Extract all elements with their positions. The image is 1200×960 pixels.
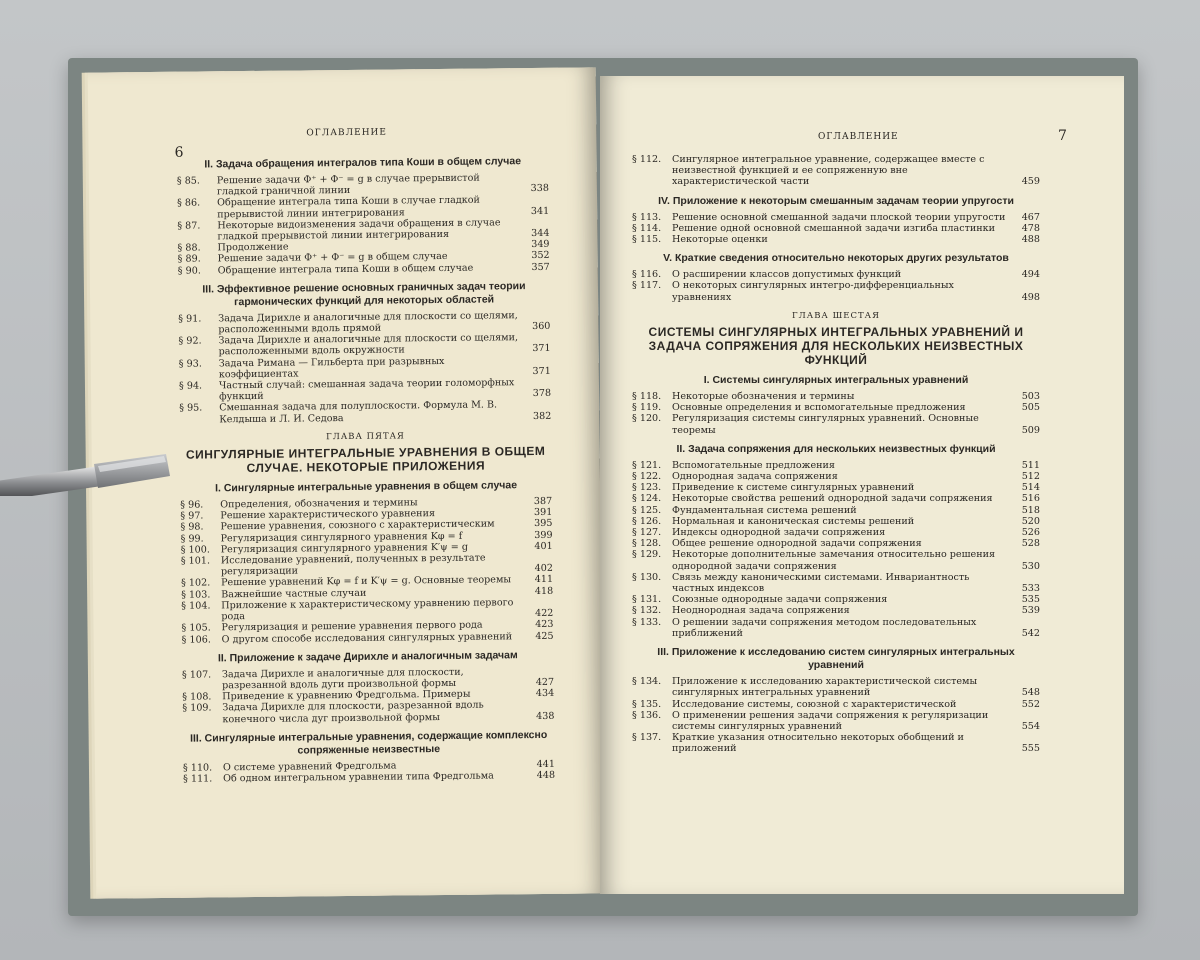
toc-entry-number: § 85. <box>176 175 200 187</box>
toc-entry-title: Регуляризация системы сингулярных уравнений. Основные теоремы <box>672 413 979 436</box>
toc-entry-page: 488 <box>1021 234 1040 246</box>
section-title: II. Задача сопряжения для нескольких неизвестных функций <box>676 442 996 455</box>
toc-entry <box>632 280 1040 302</box>
toc-entry-page: 511 <box>1021 459 1040 471</box>
chapter-label: ГЛАВА ШЕСТАЯ <box>792 310 880 321</box>
toc-entry-page: 509 <box>1021 424 1040 436</box>
toc-entry-page: 494 <box>1021 269 1040 281</box>
toc-entry-page: 371 <box>532 343 551 355</box>
toc-entry-number: § 107. <box>181 669 212 681</box>
toc-entry-page: 520 <box>1021 515 1040 527</box>
toc-entry-title: Регуляризация сингулярного уравнения K′ψ = g <box>220 541 469 556</box>
toc-entry-title: Фундаментальная система решений <box>672 504 857 516</box>
toc-entry-title: Нормальная и каноническая системы решений <box>672 515 915 527</box>
toc-entry-title: Некоторые видоизменения задачи обращения в случае гладкой прерывистой линии интегрирования <box>217 217 501 243</box>
toc-entry-title: Решение задачи Φ⁺ + Φ⁻ = g в общем случае <box>217 251 448 265</box>
toc-entry-title: Задача Дирихле и аналогичные для плоскости, разрезанной вдоль дуги произвольной формы <box>221 666 464 692</box>
toc-entry-number: § 96. <box>180 499 204 511</box>
toc-entry <box>632 710 1040 732</box>
toc-entry-page: 341 <box>530 205 550 217</box>
toc-entry-number: § 128. <box>632 538 662 550</box>
section-title: II. Задача обращения интегралов типа Коши в общем случае <box>204 155 522 171</box>
toc-entry-number: § 114. <box>632 222 662 234</box>
toc-entry-title: О системе уравнений Фредгольма <box>222 760 397 774</box>
toc-entry-page: 516 <box>1021 493 1040 505</box>
toc-entry <box>632 493 1040 504</box>
toc-entry-title: Приведение к уравнению Фредгольма. Примеры <box>222 688 471 703</box>
toc-entry-number: § 129. <box>632 549 662 561</box>
toc-entry-number: § 125. <box>632 504 662 516</box>
toc-entry <box>632 482 1040 493</box>
toc-entry-number: § 108. <box>182 691 212 703</box>
toc-entry <box>632 605 1040 616</box>
toc-entry <box>632 234 1040 245</box>
chapter-title: СИСТЕМЫ СИНГУЛЯРНЫХ ИНТЕГРАЛЬНЫХ УРАВНЕНИЙ И ЗАДАЧА СОПРЯЖЕНИЯ ДЛЯ НЕСКОЛЬКИХ НЕИЗВЕСТНЫХ ФУНКЦИЙ <box>648 325 1024 368</box>
toc-entry-title: Связь между каноническими системами. Инвариантность частных индексов <box>672 571 970 595</box>
toc-entry-title: Регуляризация и решение уравнения первого рода <box>221 619 483 634</box>
toc-entry-title: Обращение интеграла типа Коши в общем случае <box>217 262 474 276</box>
toc-entry-number: § 119. <box>632 402 662 414</box>
toc-entry-number: § 130. <box>632 571 662 583</box>
toc-entry-number: § 131. <box>632 594 662 606</box>
toc-entry-page: 552 <box>1021 698 1040 710</box>
toc-entry-number: § 101. <box>180 555 211 567</box>
toc-entry-title: Решение характеристического уравнения <box>220 508 436 522</box>
chapter-title: СИНГУЛЯРНЫЕ ИНТЕГРАЛЬНЫЕ УРАВНЕНИЯ В ОБЩЕМ СЛУЧАЕ. НЕКОТОРЫЕ ПРИЛОЖЕНИЯ <box>185 443 546 476</box>
toc-entry-page: 360 <box>532 320 551 333</box>
toc-entry-page: 357 <box>531 261 550 273</box>
toc-entry-title: Однородная задача сопряжения <box>672 471 838 483</box>
toc-entry-number: § 112. <box>632 154 662 165</box>
toc-entry <box>632 391 1040 402</box>
toc-entry-number: § 86. <box>177 197 201 210</box>
toc-entry-page: 459 <box>1021 176 1040 188</box>
toc-entry-title: Решение основной смешанной задачи плоской теории упругости <box>672 211 1006 223</box>
section-title: III. Приложение к исследованию систем сингулярных интегральных уравнений <box>657 646 1015 672</box>
toc-entry-page: 401 <box>534 540 553 552</box>
toc-entry-title: Решение задачи Φ⁺ + Φ⁻ = g в случае прерывистой гладкой граничной линии <box>216 172 480 198</box>
toc-entry-number: § 93. <box>178 358 202 370</box>
right-toc <box>632 154 1040 755</box>
toc-entry-number: § 113. <box>632 211 662 223</box>
toc-entry <box>632 527 1040 538</box>
toc-entry-number: § 126. <box>632 515 662 527</box>
toc-entry-title: Задача Дирихле и аналогичные для плоскости со щелями, расположенными вдоль прямой <box>218 310 518 336</box>
toc-entry-number: § 117. <box>632 280 662 292</box>
toc-entry-page: 387 <box>533 495 553 508</box>
toc-entry-number: § 122. <box>632 471 662 483</box>
toc-entry-page: 438 <box>536 710 555 722</box>
running-head-left: ОГЛАВЛЕНИЕ <box>306 127 388 139</box>
toc-entry-number: § 121. <box>632 459 662 471</box>
left-toc <box>177 148 556 785</box>
toc-entry-number: § 127. <box>632 527 662 539</box>
toc-entry-page: 530 <box>1021 560 1040 572</box>
toc-entry-number: § 95. <box>179 402 203 415</box>
toc-entry-number: § 106. <box>181 633 211 646</box>
toc-entry-page: 425 <box>535 630 554 642</box>
toc-entry-page: 344 <box>531 227 550 240</box>
toc-entry-page: 371 <box>532 365 551 377</box>
chapter-label: ГЛАВА ПЯТАЯ <box>326 431 405 443</box>
toc-entry-title: Общее решение однородной задачи сопряжения <box>672 538 922 550</box>
toc-entry <box>632 413 1040 435</box>
toc-entry-number: § 88. <box>177 242 201 254</box>
toc-entry-title: Продолжение <box>217 241 289 254</box>
toc-entry-page: 555 <box>1021 743 1040 755</box>
toc-entry-number: § 118. <box>632 391 662 403</box>
toc-entry-title: Приведение к системе сингулярных уравнений <box>672 482 915 494</box>
toc-entry <box>632 538 1040 549</box>
toc-entry-title: Некоторые оценки <box>672 234 768 246</box>
toc-entry-number: § 87. <box>177 220 201 232</box>
toc-entry-title: Краткие указания относительно некоторых обобщений и приложений <box>672 732 964 755</box>
toc-entry <box>632 460 1040 471</box>
toc-entry-page: 423 <box>535 619 554 631</box>
toc-entry-number: § 137. <box>632 732 662 744</box>
toc-entry-page: 512 <box>1021 471 1040 483</box>
toc-entry-number: § 104. <box>181 600 211 612</box>
toc-entry-title: Приложение к исследованию характеристической системы сингулярных интегральных уравнений <box>672 676 978 699</box>
toc-entry-page: 352 <box>531 250 550 262</box>
toc-entry <box>632 676 1040 698</box>
toc-entry-title: Решение одной основной смешанной задачи изгиба пластинки <box>672 222 996 234</box>
toc-entry-page: 535 <box>1021 594 1040 606</box>
toc-entry-page: 448 <box>536 769 556 781</box>
toc-entry-title: О расширении классов допустимых функций <box>672 269 902 281</box>
toc-entry <box>179 399 551 425</box>
toc-entry <box>632 516 1040 527</box>
toc-entry-number: § 116. <box>632 269 662 281</box>
toc-entry-title: Определения, обозначения и термины <box>220 497 418 511</box>
toc-entry-title: Некоторые обозначения и термины <box>672 391 855 403</box>
toc-entry-number: § 99. <box>180 533 204 545</box>
toc-entry-page: 467 <box>1021 211 1040 223</box>
toc-entry-title: Некоторые свойства решений однородной задачи сопряжения <box>672 493 993 505</box>
toc-entry-number: § 133. <box>632 616 662 628</box>
toc-entry-number: § 111. <box>183 773 213 785</box>
toc-entry-number: § 102. <box>180 577 211 590</box>
toc-entry-number: § 115. <box>632 234 662 246</box>
toc-entry-number: § 123. <box>632 482 662 494</box>
toc-entry-number: § 134. <box>632 676 662 688</box>
toc-entry <box>632 699 1040 710</box>
toc-entry-title: Частный случай: смешанная задача теории голоморфных функций <box>218 377 515 403</box>
section-title: V. Краткие сведения относительно некоторых других результатов <box>663 252 1009 265</box>
section-title: IV. Приложение к некоторым смешанным задачам теории упругости <box>658 194 1014 207</box>
toc-entry-title: Индексы однородной задачи сопряжения <box>672 527 886 539</box>
toc-entry-page: 391 <box>533 507 553 519</box>
toc-entry <box>632 549 1040 571</box>
toc-entry <box>632 594 1040 605</box>
toc-entry-title: Вспомогательные предложения <box>672 459 835 471</box>
toc-entry-page: 539 <box>1021 605 1040 617</box>
toc-entry-number: § 94. <box>178 380 203 392</box>
toc-entry-title: Обращение интеграла типа Коши в случае гладкой прерывистой линии интегрирования <box>217 194 480 220</box>
toc-entry-title: Решение уравнений Kφ = f и K′ψ = g. Основные теоремы <box>220 574 512 589</box>
toc-entry-number: § 124. <box>632 493 662 505</box>
toc-entry-page: 338 <box>530 183 549 195</box>
toc-entry-title: Важнейшие частные случаи <box>221 587 367 601</box>
right-page <box>600 76 1124 894</box>
toc-entry <box>632 572 1040 594</box>
toc-entry <box>632 402 1040 413</box>
toc-entry-title: О применении решения задачи сопряжения к регуляризации системы сингулярных уравнений <box>672 709 989 732</box>
toc-entry <box>632 154 1040 188</box>
toc-entry <box>632 732 1040 754</box>
page-number-right: 7 <box>1058 128 1067 144</box>
toc-entry-page: 528 <box>1021 538 1040 550</box>
toc-entry-number: § 90. <box>177 265 201 277</box>
toc-entry-number: § 110. <box>182 762 213 774</box>
toc-entry-title: О некоторых сингулярных интегро-дифференциальных уравнениях <box>672 280 954 303</box>
toc-entry-page: 395 <box>534 518 553 530</box>
toc-entry-number: § 89. <box>177 253 201 266</box>
toc-entry <box>632 505 1040 516</box>
toc-entry-number: § 109. <box>182 702 212 715</box>
toc-entry-page: 402 <box>534 563 553 575</box>
toc-entry-title: Исследование системы, союзной с характеристической <box>672 698 957 710</box>
running-head-right: ОГЛАВЛЕНИЕ <box>818 132 899 142</box>
toc-entry-title: О другом способе исследования сингулярных уравнений <box>221 630 513 645</box>
toc-entry-title: О решении задачи сопряжения методом последовательных приближений <box>672 616 977 639</box>
toc-entry-title: Союзные однородные задачи сопряжения <box>672 594 888 606</box>
toc-entry <box>632 471 1040 482</box>
toc-entry-title: Задача Дирихле и аналогичные для плоскости со щелями, расположенными вдоль окружности <box>218 332 519 358</box>
section-title: I. Системы сингулярных интегральных уравнений <box>703 374 969 387</box>
toc-entry-number: § 132. <box>632 605 662 617</box>
toc-entry-page: 505 <box>1021 402 1040 414</box>
toc-entry-number: § 97. <box>180 510 204 523</box>
toc-entry-page: 514 <box>1021 482 1040 494</box>
toc-entry <box>632 212 1040 223</box>
toc-entry-page: 548 <box>1021 687 1040 699</box>
toc-entry-title: Приложение к характеристическому уравнению первого рода <box>221 597 514 623</box>
toc-entry-page: 526 <box>1021 527 1040 539</box>
toc-entry-page: 434 <box>535 687 555 700</box>
toc-entry-page: 427 <box>535 676 555 688</box>
page-number-left: 6 <box>174 144 184 161</box>
toc-entry-page: 533 <box>1021 583 1040 595</box>
toc-entry-page: 378 <box>532 388 552 400</box>
toc-entry-title: Задача Римана — Гильберта при разрывных коэффициентах <box>218 355 445 381</box>
toc-entry <box>632 617 1040 639</box>
toc-entry-number: § 92. <box>178 335 202 347</box>
section-title: III. Эффективное решение основных граничных задач теории гармонических функций для некоторых областей <box>202 279 526 308</box>
toc-entry-number: § 103. <box>181 589 211 601</box>
toc-entry-page: 542 <box>1021 627 1040 639</box>
toc-entry-title: Сингулярное интегральное уравнение, содержащее вместе с неизвестной функцией и ее сопряженную вне характеристической части <box>672 154 985 188</box>
toc-entry-page: 399 <box>534 529 553 541</box>
toc-entry-number: § 100. <box>180 544 210 556</box>
toc-entry <box>632 269 1040 280</box>
toc-entry-page: 349 <box>531 239 550 251</box>
toc-entry-number: § 91. <box>178 313 202 325</box>
toc-entry-title: Исследование уравнений, полученных в результате регуляризации <box>220 552 486 578</box>
toc-entry-page: 411 <box>534 574 554 586</box>
toc-entry-page: 498 <box>1021 291 1040 303</box>
toc-entry-number: § 120. <box>632 413 662 425</box>
toc-entry-title: Некоторые дополнительные замечания относительно решения однородной задачи сопряжения <box>672 549 996 572</box>
toc-entry-page: 441 <box>536 758 556 770</box>
toc-entry-title: Задача Дирихле для плоскости, разрезанной вдоль конечного числа дуг произвольной формы <box>222 699 484 725</box>
toc-entry-title: Об одном интегральном уравнении типа Фредгольма <box>223 770 494 785</box>
section-title: I. Сингулярные интегральные уравнения в общем случае <box>214 479 518 495</box>
toc-entry-title: Основные определения и вспомогательные предложения <box>672 402 966 414</box>
toc-entry <box>632 223 1040 234</box>
toc-entry-page: 518 <box>1021 504 1040 516</box>
toc-entry-title: Неоднородная задача сопряжения <box>672 605 850 617</box>
toc-entry-page: 418 <box>534 585 554 597</box>
toc-entry-page: 503 <box>1021 391 1040 403</box>
section-title: II. Приложение к задаче Дирихле и аналогичным задачам <box>217 648 518 665</box>
toc-entry-page: 382 <box>532 410 552 422</box>
toc-entry-number: § 136. <box>632 709 662 721</box>
pen-icon <box>0 452 180 496</box>
toc-entry-number: § 135. <box>632 698 662 710</box>
toc-entry-page: 422 <box>535 607 554 620</box>
toc-entry-title: Решение уравнения, союзного с характеристическим <box>220 518 495 533</box>
toc-entry <box>182 699 554 725</box>
toc-entry-title: Регуляризация сингулярного уравнения Kφ = f <box>220 530 463 544</box>
toc-entry-page: 554 <box>1021 720 1040 732</box>
section-title: III. Сингулярные интегральные уравнения, содержащие комплексно сопряженные неизвестные <box>189 728 548 757</box>
toc-entry-title: Смешанная задача для полуплоскости. Формула М. В. Келдыша и Л. И. Седова <box>219 399 498 425</box>
toc-entry-page: 478 <box>1021 222 1040 234</box>
toc-entry-number: § 98. <box>180 521 204 534</box>
toc-entry-number: § 105. <box>181 622 211 635</box>
